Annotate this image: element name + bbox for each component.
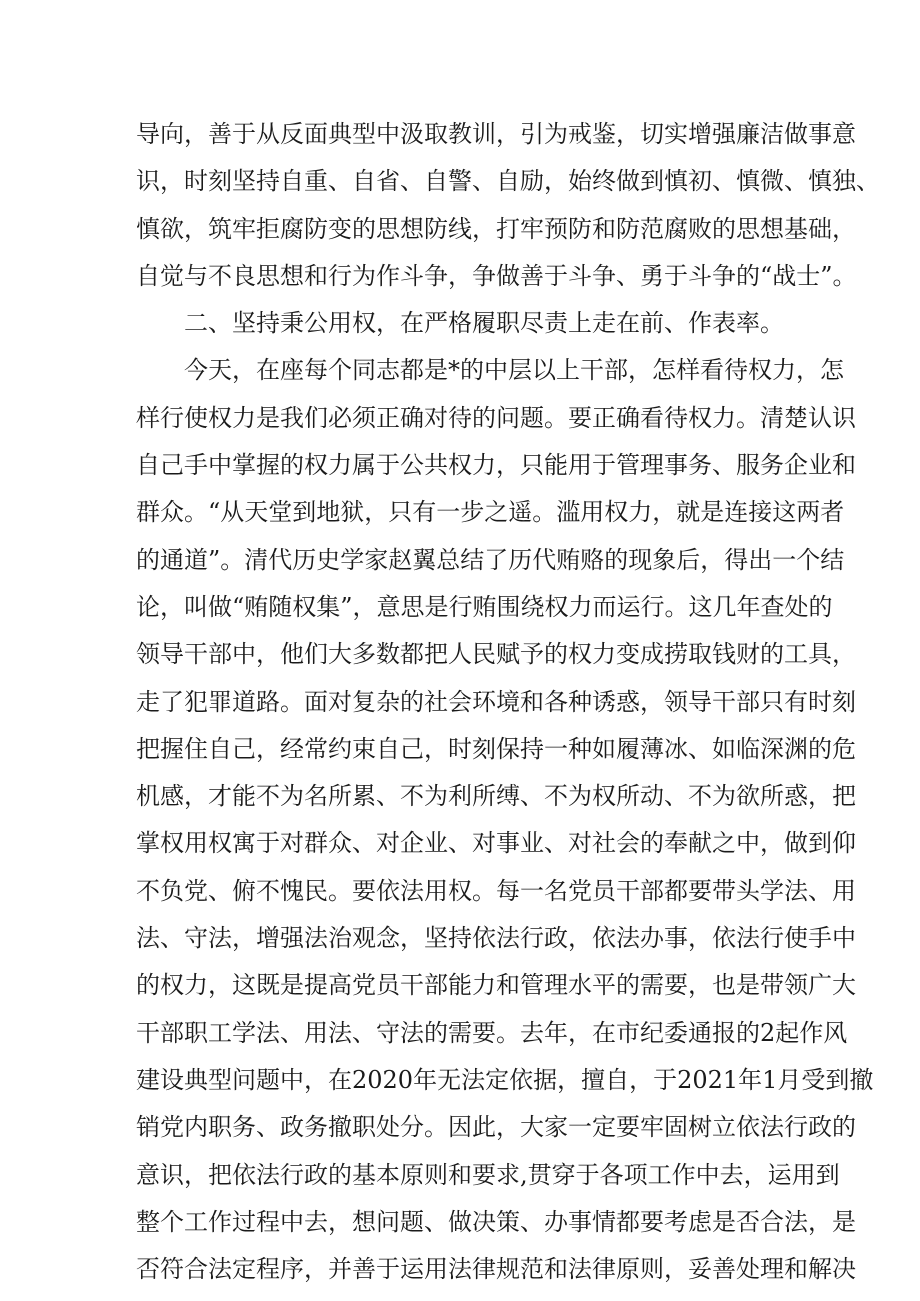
text-line: 的权力，这既是提高党员干部能力和管理水平的需要，也是带领广大: [136, 971, 856, 1000]
text-line: 机感，才能不为名所累、不为利所缚、不为权所动、不为欲所惑，把: [136, 782, 856, 811]
text-line: 论，叫做“贿随权集”，意思是行贿围绕权力而运行。这几年查处的: [136, 592, 833, 621]
text-line: 自觉与不良思想和行为作斗争，争做善于斗争、勇于斗争的“战士”。: [136, 261, 857, 290]
text-line: 导向，善于从反面典型中汲取教训，引为戒鉴，切实增强廉洁做事意: [136, 120, 856, 148]
document-body: [136, 111, 880, 1293]
text-line: 否符合法定程序，并善于运用法律规范和法律原则，妥善处理和解决: [136, 1255, 856, 1284]
text-line: 的通道”。清代历史学家赵翼总结了历代贿赂的现象后，得出一个结: [136, 545, 845, 574]
text-line: 意识，把依法行政的基本原则和要求,贯穿于各项工作中去，运用到: [136, 1160, 840, 1189]
text-line: 群众。“从天堂到地狱，只有一步之遥。滥用权力，就是连接这两者: [136, 498, 845, 527]
text-line: 整个工作过程中去，想问题、做决策、办事情都要考虑是否合法，是: [136, 1207, 856, 1236]
text-line: 走了犯罪道路。面对复杂的社会环境和各种诱惑，领导干部只有时刻: [136, 687, 856, 716]
text-line: 自己手中掌握的权力属于公共权力，只能用于管理事务、服务企业和: [136, 451, 856, 480]
text-line: 干部职工学法、用法、守法的需要。去年，在市纪委通报的2起作风: [136, 1018, 848, 1047]
text-line: 慎欲，筑牢拒腐防变的思想防线，打牢预防和防范腐败的思想基础，: [136, 214, 856, 243]
text-line: 建设典型问题中，在2020年无法定依据，擅自，于2021年1月受到撤: [136, 1065, 874, 1094]
text-line: 把握住自己，经常约束自己，时刻保持一种如履薄冰、如临深渊的危: [136, 734, 856, 763]
text-line: 不负党、俯不愧民。要依法用权。每一名党员干部都要带头学法、用: [136, 876, 856, 905]
text-line: 今天，在座每个同志都是*的中层以上干部，怎样看待权力，怎: [184, 356, 844, 385]
text-line: 二、坚持秉公用权，在严格履职尽责上走在前、作表率。: [184, 309, 784, 338]
text-line: 领导干部中，他们大多数都把人民赋予的权力变成捞取钱财的工具，: [136, 640, 856, 669]
text-line: 识，时刻坚持自重、自省、自警、自励，始终做到慎初、慎微、慎独、: [136, 167, 880, 196]
text-line: 掌权用权寓于对群众、对企业、对事业、对社会的奉献之中，做到仰: [136, 829, 856, 858]
text-line: 法、守法，增强法治观念，坚持依法行政，依法办事，依法行使手中: [136, 924, 856, 953]
text-line: 样行使权力是我们必须正确对待的问题。要正确看待权力。清楚认识: [136, 403, 856, 432]
text-line: 销党内职务、政务撤职处分。因此，大家一定要牢固树立依法行政的: [136, 1113, 856, 1142]
